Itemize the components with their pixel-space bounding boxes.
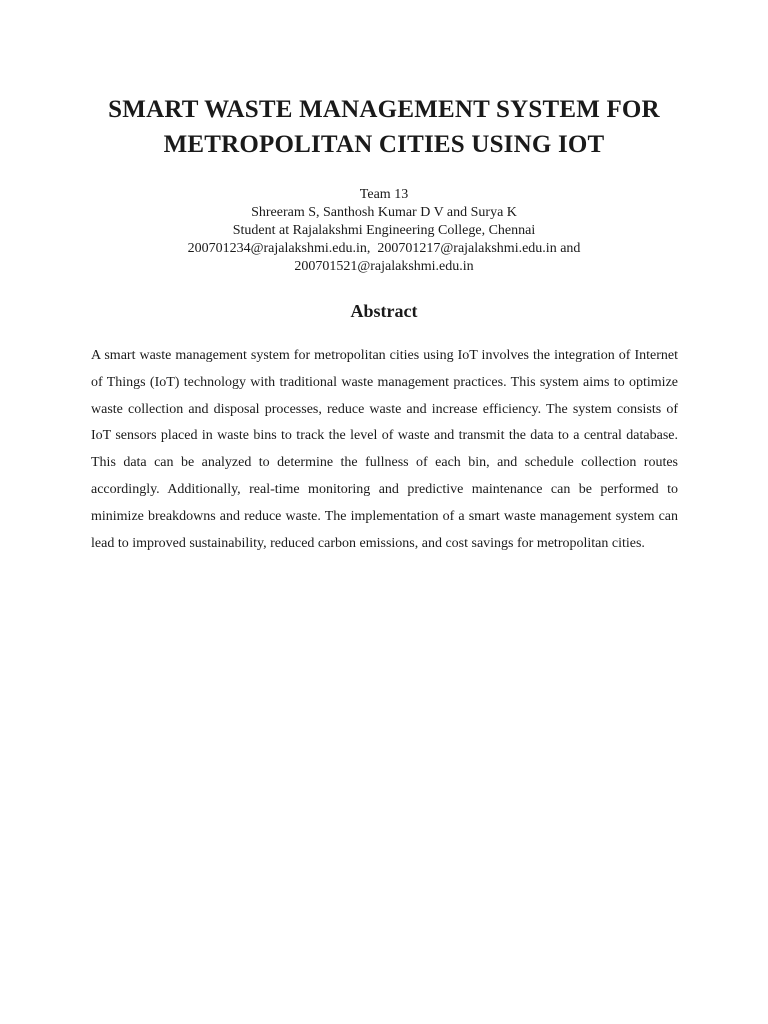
email-line-2: 200701521@rajalakshmi.edu.in	[294, 259, 474, 274]
title-line-2: METROPOLITAN CITIES USING IOT	[163, 131, 605, 158]
paper-title	[60, 92, 708, 162]
abstract-heading: Abstract	[350, 301, 418, 321]
affiliation: Student at Rajalakshmi Engineering College, Chennai	[232, 223, 536, 238]
title-line-1: SMART WASTE MANAGEMENT SYSTEM FOR	[108, 96, 660, 123]
author-names: Shreeram S, Santhosh Kumar D V and Surya K	[251, 205, 517, 220]
email-line-1: 200701234@rajalakshmi.edu.in, 200701217@rajalakshmi.edu.in and	[187, 241, 581, 256]
author-block	[60, 186, 708, 276]
team-name: Team 13	[359, 187, 409, 202]
abstract-text: A smart waste management system for metropolitan cities using IoT involves the integration of Internet of Things (IoT) technology with traditional waste management practices. This system aims to optimize waste collection and disposal processes, reduce waste and increase efficiency. The system consists of IoT sensors placed in waste bins to track the level of waste and transmit the data to a central database. This data can be analyzed to determine the fullness of each bin, and schedule collection routes accordingly. Additionally, real-time monitoring and predictive maintenance can be performed to minimize breakdowns and reduce waste. The implementation of a smart waste management system can lead to improved sustainability, reduced carbon emissions, and cost savings for metropolitan cities.	[91, 348, 678, 551]
